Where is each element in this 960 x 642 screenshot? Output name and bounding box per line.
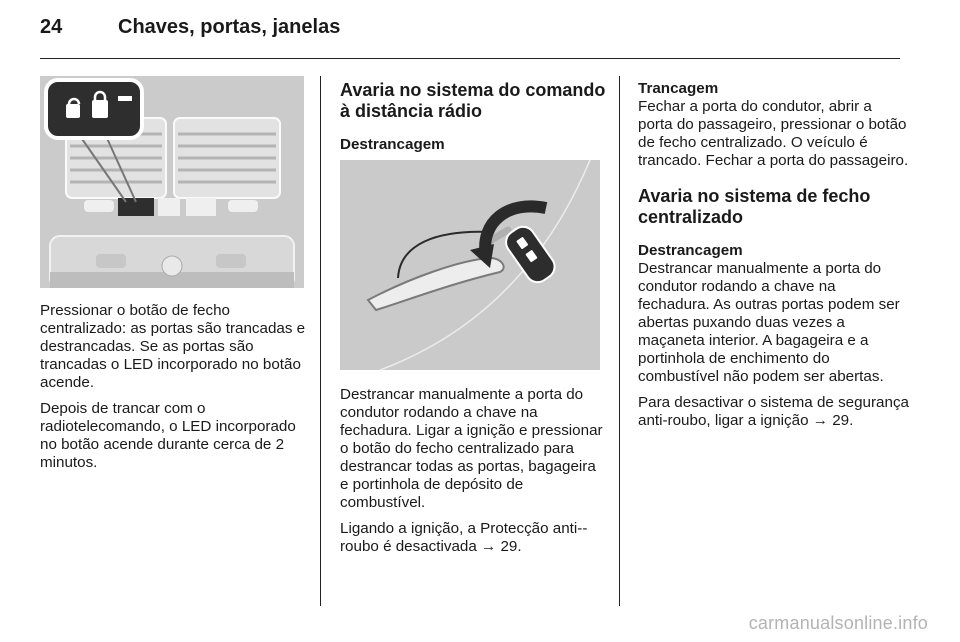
page-reference: 29. — [500, 538, 522, 555]
door-handle-key-illustration-icon — [340, 160, 600, 370]
column-middle-text — [340, 386, 608, 564]
paragraph: Depois de trancar com o radiotelecomando, o LED incorporado no botão acende durante cerca de 2 minutos. — [40, 400, 296, 471]
paragraph: Pressionar o botão de fecho centralizado: as portas são trancadas e destrancadas. Se as portas são trancadas o LED incorporado no botão acende. — [40, 302, 306, 391]
subheading: Destrancagem — [638, 242, 743, 259]
column-left — [40, 302, 310, 480]
page-header — [40, 16, 920, 44]
paragraph — [638, 394, 910, 430]
page-number: 24 — [40, 16, 63, 38]
paragraph: Destrancar manualmente a porta do condutor rodando a chave na fechadura. Ligar a ignição e pressionar o botão do fecho centralizado para destrancar todas as portas, bagageira e portinhola de depósito de combustível. — [340, 386, 603, 511]
column-divider-2 — [619, 76, 620, 606]
central-lock-buttons-illustration-icon — [40, 76, 304, 288]
page-reference-arrow-icon: → — [812, 412, 828, 429]
chapter-title: Chaves, portas, janelas — [118, 16, 341, 38]
watermark: carmanualsonline.info — [748, 613, 928, 633]
subheading: Destrancagem — [340, 136, 445, 153]
paragraph-text: Ligando a ignição, a Protecção anti--roubo é desactivada — [340, 520, 588, 555]
section-heading: Avaria no sistema do comando à distância rádio — [340, 80, 606, 121]
paragraph: Destrancar manualmente a porta do condutor rodando a chave na fechadura. As outras portas podem ser abertas puxando duas vezes a maçaneta interior. A bagageira e a portinhola de enchimento do combustível não podem ser abertas. — [638, 260, 900, 385]
paragraph: Fechar a porta do condutor, abrir a porta do passageiro, pressionar o botão de fecho centralizado. O veículo é trancado. Fechar a porta do passageiro. — [638, 98, 909, 169]
column-divider-1 — [320, 76, 321, 606]
column-right — [638, 80, 910, 438]
subheading: Trancagem — [638, 80, 719, 97]
paragraph-text: Para desactivar o sistema de segurança anti-roubo, ligar a ignição — [638, 394, 909, 429]
column-middle — [340, 80, 608, 154]
page-reference-arrow-icon: → — [481, 538, 497, 555]
header-rule — [40, 58, 900, 59]
paragraph — [340, 520, 608, 556]
page-reference: 29. — [832, 412, 854, 429]
section-heading: Avaria no sistema de fecho centralizado — [638, 186, 871, 227]
